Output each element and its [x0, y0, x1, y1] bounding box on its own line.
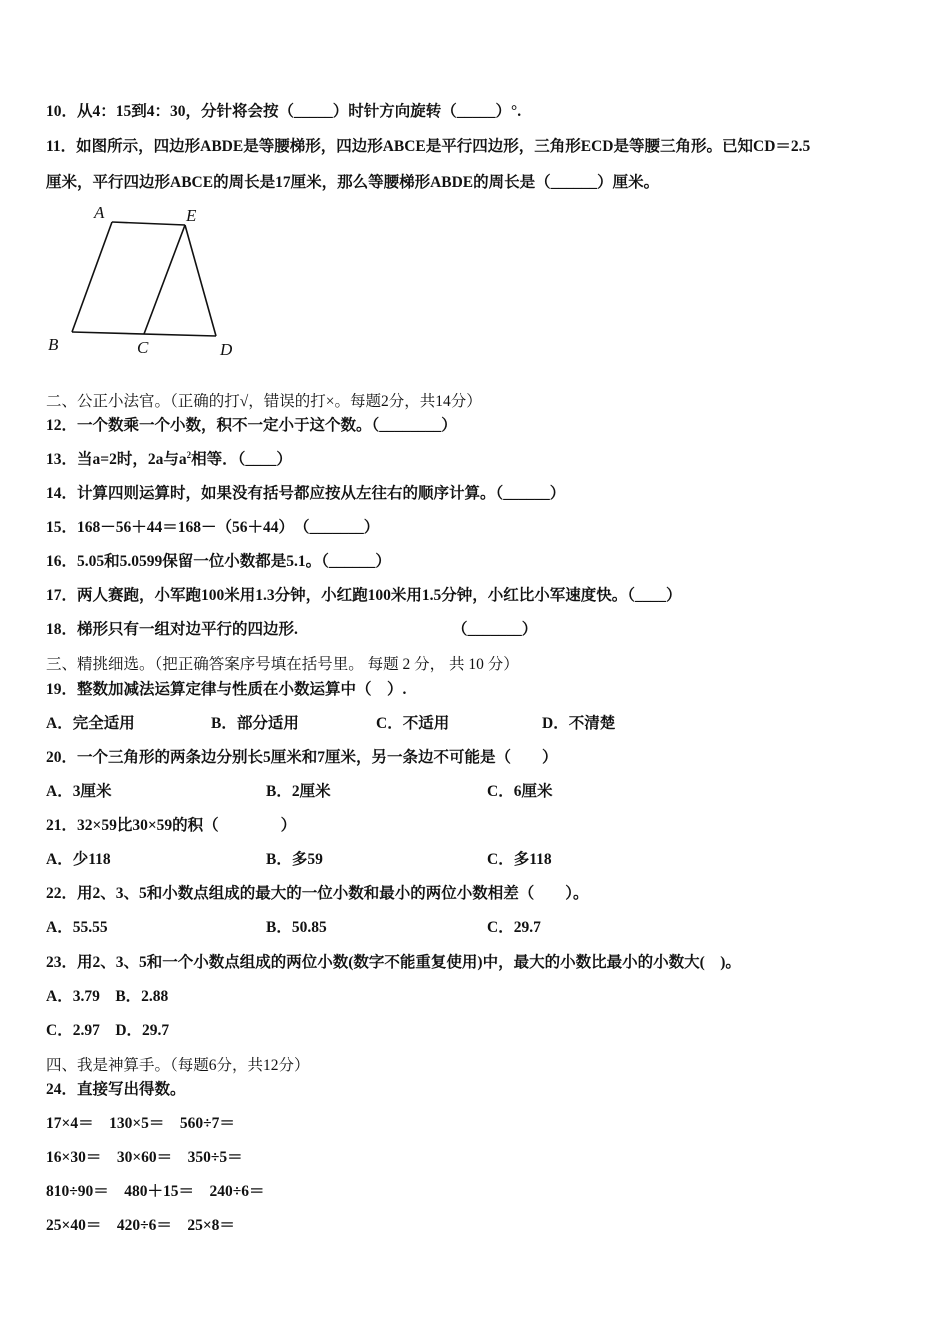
calc-row: 25×40＝ 420÷6＝ 25×8＝: [46, 1217, 235, 1234]
edge-ab: [72, 222, 112, 332]
question-14: 14．计算四则运算时，如果没有括号都应按从左往右的顺序计算。（______）: [46, 485, 566, 502]
calc-row: 16×30＝ 30×60＝ 350÷5＝: [46, 1149, 243, 1166]
trapezoid-figure: [40, 198, 250, 363]
q20-option-a: A．3厘米: [46, 783, 112, 800]
label-a: A: [94, 203, 105, 222]
section-3-title: 三、精挑细选。（把正确答案序号填在括号里。 每题 2 分， 共 10 分）: [46, 656, 519, 673]
calc-row: 810÷90＝ 480＋15＝ 240÷6＝: [46, 1183, 265, 1200]
question-16: 16．5.05和5.0599保留一位小数都是5.1。（______）: [46, 553, 391, 570]
edge-ed: [185, 225, 216, 336]
question-15: 15．168－56＋44＝168－（56＋44） （_______）: [46, 519, 380, 536]
q19-option-d: D．不清楚: [542, 715, 616, 732]
label-b: B: [48, 335, 59, 354]
question-23: 23．用2、3、5和一个小数点组成的两位小数(数字不能重复使用)中，最大的小数比最小的小数大( )。: [46, 954, 741, 971]
q21-option-a: A．少118: [46, 851, 111, 868]
q21-option-c: C．多118: [487, 851, 552, 868]
q22-option-a: A．55.55: [46, 919, 108, 936]
q22-option-c: C．29.7: [487, 919, 541, 936]
q21-option-b: B．多59: [266, 851, 323, 868]
question-17: 17．两人赛跑，小军跑100米用1.3分钟，小红跑100米用1.5分钟，小红比小军速度快。（____）: [46, 587, 682, 604]
question-21: 21．32×59比30×59的积（ ）: [46, 817, 297, 834]
question-24: 24．直接写出得数。: [46, 1081, 186, 1098]
question-20: 20．一个三角形的两条边分别长5厘米和7厘米，另一条边不可能是（ ）: [46, 749, 558, 766]
q23-options-row-1: A．3.79 B．2.88: [46, 988, 169, 1005]
question-11-line2: 厘米，平行四边形ABCE的周长是17厘米，那么等腰梯形ABDE的周长是（______）厘米。: [46, 174, 660, 191]
question-18: 18．梯形只有一组对边平行的四边形.: [46, 621, 298, 638]
q23-options-row-2: C．2.97 D．29.7: [46, 1022, 170, 1039]
label-c: C: [137, 338, 149, 357]
label-d: D: [220, 340, 233, 359]
q22-option-b: B．50.85: [266, 919, 327, 936]
question-22: 22．用2、3、5和小数点组成的最大的一位小数和最小的两位小数相差（ ）。: [46, 885, 589, 902]
section-4-title: 四、我是神算手。（每题6分，共12分）: [46, 1057, 310, 1074]
q19-option-a: A．完全适用: [46, 715, 135, 732]
q20-option-c: C．6厘米: [487, 783, 553, 800]
q20-option-b: B．2厘米: [266, 783, 331, 800]
question-10: 10．从4：15到4：30，分针将会按（_____）时针方向旋转（_____）°.: [46, 103, 522, 120]
q19-option-b: B．部分适用: [211, 715, 299, 732]
label-e: E: [186, 206, 197, 225]
q19-option-c: C．不适用: [376, 715, 450, 732]
question-19: 19．整数加减法运算定律与性质在小数运算中（ ）.: [46, 681, 407, 698]
question-12: 12．一个数乘一个小数，积不一定小于这个数。（________）: [46, 417, 457, 434]
edge-ae: [112, 222, 185, 225]
calc-row: 17×4＝ 130×5＝ 560÷7＝: [46, 1115, 235, 1132]
edge-ec: [144, 225, 185, 334]
question-11-line1: 11．如图所示，四边形ABDE是等腰梯形，四边形ABCE是平行四边形，三角形ECD是等腰三角形。已知CD＝2.5: [46, 138, 811, 155]
question-18-blank: （_______）: [452, 621, 538, 638]
question-13: 13．当a=2时，2a与$a^2$相等．（____）: [46, 450, 292, 468]
section-2-title: 二、公正小法官。（正确的打√，错误的打×。每题2分，共14分）: [46, 393, 482, 410]
